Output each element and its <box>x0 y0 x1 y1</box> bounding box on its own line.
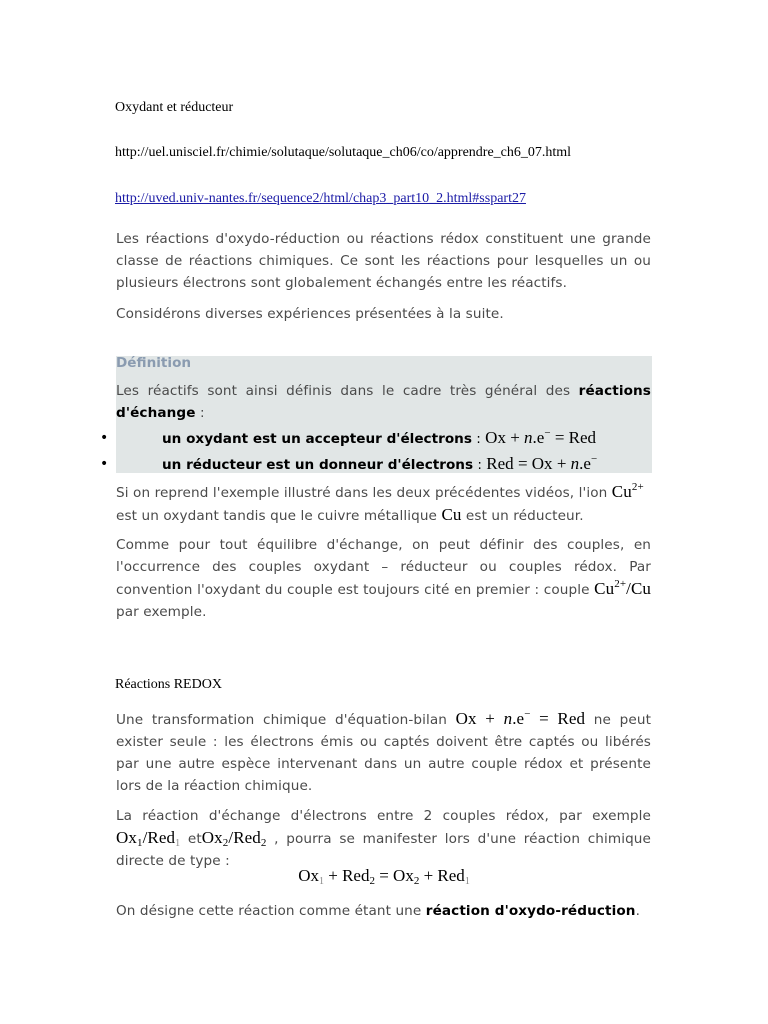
intro-paragraph-2: Considérons diverses expériences présentées à la suite. <box>116 306 504 322</box>
reference-link-uved[interactable]: http://uved.univ-nantes.fr/sequence2/html/chap3_part10_2.html#sspart27 <box>115 191 526 206</box>
intro-paragraph: Les réactions d'oxydo-réduction ou réactions rédox constituent une grande classe de réactions chimiques. Ce sont les réactions pour lesquelles un ou plusieurs électrons sont globalement échangés entre les réactifs. <box>116 231 651 291</box>
bullet-icon: • <box>100 456 109 472</box>
redox-paragraph: Une transformation chimique d'équation-bilan Ox + n.e− = Red ne peut exister seule : les électrons émis ou captés doivent être captés ou libérés par une autre espèce intervenant dans un autre couple rédox et présente lors de la réaction chimique. <box>116 708 652 794</box>
couples-paragraph: Comme pour tout équilibre d'échange, on peut définir des couples, en l'occurrence des couples oxydant – réducteur ou couples rédox. Par convention l'oxydant du couple est toujours cité en premier : couple $Cu^{2+}/Cu$ par exemple. <box>116 537 651 620</box>
oxidant-equation: Ox + n.e− = Red <box>485 427 597 447</box>
conclusion-paragraph: On désigne cette réaction comme étant une réaction d'oxydo-réduction. <box>116 903 641 919</box>
reductant-equation: Red = Ox + n.e− <box>486 453 598 473</box>
redox-equation: $Ox_1 + Red_2 = Ox_2 + Red_1$ <box>298 866 470 887</box>
couple-2-formula: $Ox_2/Red_2$ <box>201 828 267 849</box>
definition-heading: Définition <box>116 355 192 371</box>
section-title-redox: Réactions REDOX <box>115 677 222 692</box>
copper-couple-formula: $Cu^{2+}/Cu$ <box>594 578 651 598</box>
definition-text: Les réactifs sont ainsi définis dans le cadre très général des réactions d'échange : <box>116 383 651 421</box>
reference-url-unisciel[interactable]: http://uel.unisciel.fr/chimie/solutaque/solutaque_ch06/co/apprendre_ch6_07.html <box>115 145 572 160</box>
half-equation: Ox + n.e− = Red <box>455 708 586 728</box>
page-title: Oxydant et réducteur <box>115 100 234 115</box>
bullet-icon: • <box>100 430 109 446</box>
copper-ion-formula: $Cu^{2+}$ <box>611 481 644 501</box>
exchange-paragraph: La réaction d'échange d'électrons entre 2 couples rédox, par exemple $Ox_1/Red_1$ etOx$_2$/Red$_2$ , pourra se manifester lors d'une réaction chimique directe de type : <box>116 808 651 869</box>
copper-metal-formula: Cu <box>441 505 462 524</box>
copper-example-paragraph: Si on reprend l'exemple illustré dans les deux précédentes vidéos, l'ion $Cu^{2+}$ est un oxydant tandis que le cuivre métallique Cu est un réducteur. <box>116 481 644 524</box>
couple-1-formula: $Ox_1/Red_1$ <box>116 828 181 849</box>
